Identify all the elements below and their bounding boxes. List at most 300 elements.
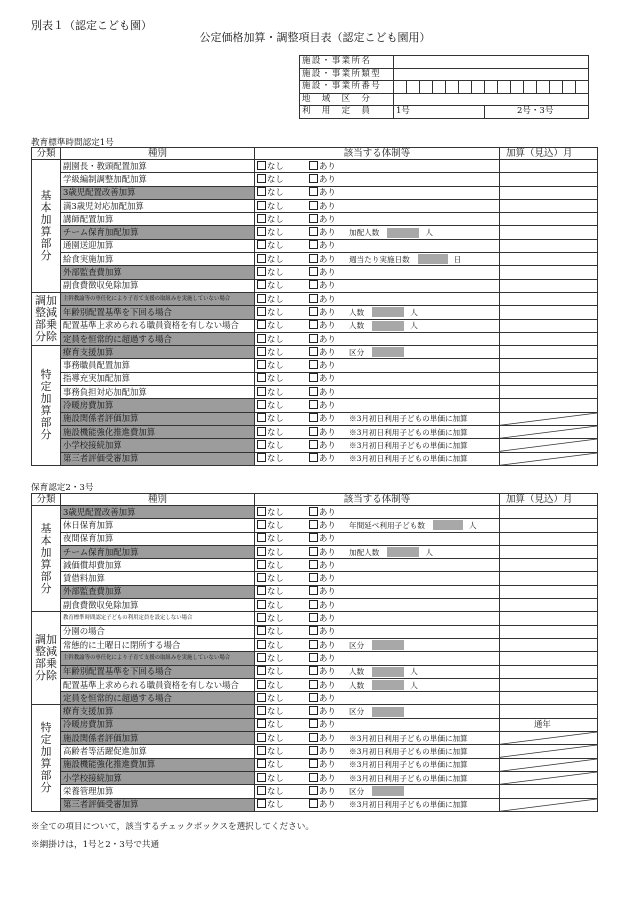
value-input[interactable] <box>387 547 419 557</box>
checkbox-yes[interactable] <box>309 254 349 265</box>
checkbox-none[interactable] <box>257 560 309 571</box>
checkbox-yes[interactable] <box>309 227 349 238</box>
facility-number-digit[interactable] <box>446 81 459 94</box>
amount-cell[interactable] <box>500 399 598 412</box>
checkbox-yes[interactable] <box>309 547 349 558</box>
checkbox-yes[interactable] <box>309 799 349 810</box>
section2-title: 保育認定2・3号 <box>31 483 94 493</box>
checkbox-none[interactable] <box>257 759 309 770</box>
checkbox-icon[interactable] <box>309 786 318 795</box>
checkbox-yes[interactable] <box>309 719 349 730</box>
checkbox-yes[interactable] <box>309 653 349 664</box>
checkbox-none[interactable] <box>257 507 309 518</box>
checkbox-yes[interactable] <box>309 334 349 345</box>
value-input[interactable] <box>418 254 448 264</box>
checkbox-none[interactable] <box>257 719 309 730</box>
amount-cell[interactable] <box>500 253 598 266</box>
amount-cell[interactable] <box>500 665 598 678</box>
status-cell <box>255 665 500 678</box>
checkbox-yes[interactable] <box>309 533 349 544</box>
amount-cell[interactable] <box>500 279 598 292</box>
checkbox-icon[interactable] <box>257 666 266 675</box>
checkbox-yes[interactable] <box>309 586 349 597</box>
value-input[interactable] <box>372 667 404 677</box>
amount-cell[interactable] <box>500 705 598 718</box>
value-input[interactable] <box>372 786 404 796</box>
checkbox-yes[interactable] <box>309 507 349 518</box>
checkbox-icon[interactable] <box>257 573 266 582</box>
info-label: 利 用 定 員 <box>300 106 394 119</box>
checkbox-icon[interactable] <box>309 773 318 782</box>
checkbox-icon[interactable] <box>257 453 266 462</box>
checkbox-none[interactable] <box>257 387 309 398</box>
checkbox-yes[interactable] <box>309 161 349 172</box>
checkbox-icon[interactable] <box>309 746 318 755</box>
checkbox-yes[interactable] <box>309 573 349 584</box>
item-name: 減価償却費加算 <box>61 559 255 572</box>
value-input[interactable] <box>433 520 463 530</box>
checkbox-icon[interactable] <box>309 560 318 569</box>
checkbox-icon[interactable] <box>309 653 318 662</box>
facility-number-digit[interactable] <box>485 81 498 94</box>
checkbox-yes[interactable] <box>309 201 349 212</box>
facility-number-digit[interactable] <box>472 81 485 94</box>
checkbox-yes[interactable] <box>309 187 349 198</box>
facility-number-digit[interactable] <box>563 81 576 94</box>
checkbox-none[interactable] <box>257 586 309 597</box>
checkbox-icon[interactable] <box>309 719 318 728</box>
checkbox-none[interactable] <box>257 400 309 411</box>
checkbox-yes[interactable] <box>309 413 349 424</box>
checkbox-icon[interactable] <box>309 400 318 409</box>
checkbox-icon[interactable] <box>257 706 266 715</box>
amount-cell <box>500 732 598 745</box>
checkbox-icon[interactable] <box>257 693 266 702</box>
amount-cell[interactable] <box>500 506 598 519</box>
checkbox-icon[interactable] <box>309 413 318 422</box>
checkbox-yes[interactable] <box>309 640 349 651</box>
checkbox-icon[interactable] <box>257 613 266 622</box>
checkbox-icon[interactable] <box>257 201 266 210</box>
capacity-2-3-field[interactable]: 2号・3号 <box>485 106 589 119</box>
checkbox-icon[interactable] <box>257 786 266 795</box>
value-input[interactable] <box>372 347 404 357</box>
table-row <box>32 771 598 784</box>
checkbox-icon[interactable] <box>309 294 318 303</box>
amount-cell[interactable] <box>500 386 598 399</box>
checkbox-none[interactable] <box>257 440 309 451</box>
facility-number-digit[interactable] <box>550 81 563 94</box>
checkbox-yes[interactable] <box>309 440 349 451</box>
checkbox-icon[interactable] <box>257 294 266 303</box>
checkbox-none-label: なし <box>267 626 284 637</box>
checkbox-icon[interactable] <box>257 799 266 808</box>
table-row <box>32 412 598 425</box>
status-cell <box>255 239 500 252</box>
amount-cell[interactable] <box>500 346 598 359</box>
value-input[interactable] <box>372 707 404 717</box>
amount-cell[interactable] <box>500 612 598 625</box>
checkbox-none-label: なし <box>267 439 284 450</box>
facility-number-digit[interactable] <box>537 81 550 94</box>
amount-cell[interactable] <box>500 692 598 705</box>
checkbox-icon[interactable] <box>309 360 318 369</box>
checkbox-icon[interactable] <box>257 360 266 369</box>
checkbox-none[interactable] <box>257 706 309 717</box>
checkbox-yes[interactable] <box>309 294 349 305</box>
amount-cell[interactable] <box>500 545 598 558</box>
checkbox-icon[interactable] <box>309 254 318 263</box>
checkbox-none[interactable] <box>257 307 309 318</box>
checkbox-yes[interactable] <box>309 174 349 185</box>
checkbox-icon[interactable] <box>257 227 266 236</box>
checkbox-yes[interactable] <box>309 427 349 438</box>
amount-cell[interactable] <box>500 652 598 665</box>
checkbox-icon[interactable] <box>257 733 266 742</box>
amount-cell[interactable] <box>500 306 598 319</box>
checkbox-yes-label: あり <box>319 227 336 238</box>
amount-cell[interactable] <box>500 532 598 545</box>
checkbox-icon[interactable] <box>257 586 266 595</box>
checkbox-icon[interactable] <box>257 334 266 343</box>
diagonal-strike <box>500 439 597 451</box>
facility-number-digit[interactable] <box>511 81 524 94</box>
checkbox-icon[interactable] <box>309 240 318 249</box>
checkbox-icon[interactable] <box>257 520 266 529</box>
checkbox-yes[interactable] <box>309 307 349 318</box>
item-name: 外部監査費加算 <box>61 266 255 279</box>
checkbox-yes-label: あり <box>319 772 336 783</box>
checkbox-icon[interactable] <box>309 666 318 675</box>
info-row <box>300 81 589 94</box>
checkbox-yes[interactable] <box>309 786 349 797</box>
checkbox-icon[interactable] <box>309 759 318 768</box>
checkbox-icon[interactable] <box>309 613 318 622</box>
checkbox-yes[interactable] <box>309 746 349 757</box>
status-cell <box>255 439 500 452</box>
checkbox-yes[interactable] <box>309 666 349 677</box>
checkbox-none[interactable] <box>257 267 309 278</box>
facility-number-digit[interactable] <box>576 81 589 94</box>
facility-number-digit[interactable] <box>407 81 420 94</box>
checkbox-icon[interactable] <box>309 347 318 356</box>
column-header: 加算（見込）月 <box>500 494 598 506</box>
note-select-checkboxes: ※全ての項目について，該当するチェックボックスを選択してください。 <box>31 822 314 832</box>
checkbox-icon[interactable] <box>257 187 266 196</box>
checkbox-none[interactable] <box>257 187 309 198</box>
checkbox-icon[interactable] <box>309 586 318 595</box>
checkbox-icon[interactable] <box>309 307 318 316</box>
status-cell <box>255 160 500 173</box>
value-input[interactable] <box>372 680 404 690</box>
checkbox-yes[interactable] <box>309 240 349 251</box>
amount-cell[interactable] <box>500 559 598 572</box>
amount-cell[interactable] <box>500 599 598 612</box>
checkbox-none[interactable] <box>257 161 309 172</box>
checkbox-icon[interactable] <box>257 161 266 170</box>
checkbox-yes-label: あり <box>319 626 336 637</box>
checkbox-icon[interactable] <box>257 400 266 409</box>
checkbox-icon[interactable] <box>309 373 318 382</box>
checkbox-none-label: なし <box>267 652 284 663</box>
amount-cell[interactable] <box>500 678 598 691</box>
checkbox-none[interactable] <box>257 334 309 345</box>
checkbox-icon[interactable] <box>257 600 266 609</box>
checkbox-none[interactable] <box>257 254 309 265</box>
facility-number-digit[interactable] <box>420 81 433 94</box>
checkbox-icon[interactable] <box>309 547 318 556</box>
checkbox-icon[interactable] <box>309 799 318 808</box>
extra-label: 人数 <box>349 667 365 677</box>
checkbox-icon[interactable] <box>309 626 318 635</box>
checkbox-yes[interactable] <box>309 320 349 331</box>
info-value-field[interactable] <box>394 93 589 106</box>
item-name: 施設関係者評価加算 <box>61 412 255 425</box>
facility-number-digit[interactable] <box>433 81 446 94</box>
checkbox-none[interactable] <box>257 174 309 185</box>
checkbox-yes[interactable] <box>309 347 349 358</box>
amount-cell[interactable] <box>500 186 598 199</box>
checkbox-yes-label: あり <box>319 426 336 437</box>
amount-cell[interactable] <box>500 372 598 385</box>
value-input[interactable] <box>372 321 404 331</box>
amount-cell[interactable] <box>500 173 598 186</box>
checkbox-icon[interactable] <box>257 653 266 662</box>
checkbox-yes[interactable] <box>309 387 349 398</box>
status-cell <box>255 785 500 798</box>
checkbox-none[interactable] <box>257 413 309 424</box>
item-name: チーム保育加配加算 <box>61 545 255 558</box>
checkbox-icon[interactable] <box>309 600 318 609</box>
checkbox-icon[interactable] <box>257 347 266 356</box>
checkbox-icon[interactable] <box>257 719 266 728</box>
checkbox-icon[interactable] <box>309 161 318 170</box>
checkbox-icon[interactable] <box>257 280 266 289</box>
checkbox-icon[interactable] <box>309 227 318 236</box>
status-cell <box>255 692 500 705</box>
checkbox-icon[interactable] <box>309 706 318 715</box>
checkbox-yes[interactable] <box>309 400 349 411</box>
checkbox-none[interactable] <box>257 733 309 744</box>
checkbox-yes[interactable] <box>309 520 349 531</box>
checkbox-icon[interactable] <box>309 214 318 223</box>
checkbox-icon[interactable] <box>257 214 266 223</box>
amount-cell[interactable] <box>500 718 598 731</box>
amount-cell[interactable] <box>500 292 598 305</box>
checkbox-none[interactable] <box>257 373 309 384</box>
checkbox-icon[interactable] <box>257 533 266 542</box>
amount-cell[interactable] <box>500 160 598 173</box>
checkbox-none[interactable] <box>257 600 309 611</box>
item-name: 講師配置加算 <box>61 213 255 226</box>
checkbox-yes-label: あり <box>319 306 336 317</box>
checkbox-icon[interactable] <box>257 773 266 782</box>
checkbox-icon[interactable] <box>257 174 266 183</box>
checkbox-yes-label: あり <box>319 360 336 371</box>
amount-cell[interactable] <box>500 266 598 279</box>
checkbox-icon[interactable] <box>309 280 318 289</box>
capacity-1-field[interactable]: 1号 <box>394 106 485 119</box>
checkbox-icon[interactable] <box>309 201 318 210</box>
checkbox-icon[interactable] <box>257 267 266 276</box>
checkbox-none[interactable] <box>257 227 309 238</box>
checkbox-none[interactable] <box>257 280 309 291</box>
extra-label: 区分 <box>349 786 365 796</box>
checkbox-none[interactable] <box>257 294 309 305</box>
checkbox-icon[interactable] <box>257 507 266 516</box>
checkbox-none[interactable] <box>257 640 309 651</box>
checkbox-icon[interactable] <box>309 507 318 516</box>
amount-cell[interactable] <box>500 359 598 372</box>
checkbox-yes[interactable] <box>309 680 349 691</box>
checkbox-yes[interactable] <box>309 693 349 704</box>
checkbox-yes-label: あり <box>319 413 336 424</box>
amount-cell[interactable] <box>500 519 598 532</box>
amount-cell[interactable] <box>500 199 598 212</box>
checkbox-icon[interactable] <box>257 320 266 329</box>
checkbox-none-label: なし <box>267 320 284 331</box>
checkbox-icon[interactable] <box>257 373 266 382</box>
amount-cell[interactable] <box>500 332 598 345</box>
checkbox-none[interactable] <box>257 547 309 558</box>
table-row <box>32 745 598 758</box>
checkbox-yes[interactable] <box>309 360 349 371</box>
checkbox-none-label: なし <box>267 173 284 184</box>
checkbox-none[interactable] <box>257 573 309 584</box>
checkbox-none[interactable] <box>257 453 309 464</box>
checkbox-icon[interactable] <box>257 640 266 649</box>
checkbox-none[interactable] <box>257 360 309 371</box>
value-input[interactable] <box>372 307 404 317</box>
checkbox-icon[interactable] <box>309 440 318 449</box>
checkbox-icon[interactable] <box>309 533 318 542</box>
checkbox-none[interactable] <box>257 626 309 637</box>
checkbox-icon[interactable] <box>257 626 266 635</box>
category-label: 特 定 加 算 部 分 <box>32 346 61 466</box>
table-header-row <box>32 148 598 160</box>
checkbox-none[interactable] <box>257 320 309 331</box>
checkbox-icon[interactable] <box>309 693 318 702</box>
value-input[interactable] <box>372 640 404 650</box>
checkbox-icon[interactable] <box>257 387 266 396</box>
checkbox-none[interactable] <box>257 666 309 677</box>
checkbox-icon[interactable] <box>309 267 318 276</box>
page-top-label: 別表１（認定こども園） <box>31 19 152 32</box>
checkbox-none[interactable] <box>257 746 309 757</box>
checkbox-yes[interactable] <box>309 613 349 624</box>
amount-cell[interactable] <box>500 319 598 332</box>
checkbox-none[interactable] <box>257 693 309 704</box>
facility-number-digit[interactable] <box>394 81 407 94</box>
checkbox-none[interactable] <box>257 653 309 664</box>
checkbox-none[interactable] <box>257 240 309 251</box>
checkbox-icon[interactable] <box>309 733 318 742</box>
checkbox-icon[interactable] <box>309 387 318 396</box>
info-value-field[interactable] <box>394 68 589 81</box>
checkbox-none-label: なし <box>267 413 284 424</box>
checkbox-icon[interactable] <box>257 547 266 556</box>
checkbox-yes[interactable] <box>309 560 349 571</box>
column-header: 分類 <box>32 148 61 160</box>
checkbox-none[interactable] <box>257 533 309 544</box>
checkbox-icon[interactable] <box>257 413 266 422</box>
checkbox-icon[interactable] <box>309 320 318 329</box>
checkbox-icon[interactable] <box>257 440 266 449</box>
info-value-field[interactable] <box>394 56 589 69</box>
checkbox-icon[interactable] <box>309 520 318 529</box>
checkbox-none[interactable] <box>257 680 309 691</box>
checkbox-none[interactable] <box>257 773 309 784</box>
checkbox-icon[interactable] <box>309 640 318 649</box>
checkbox-icon[interactable] <box>257 427 266 436</box>
checkbox-icon[interactable] <box>309 573 318 582</box>
checkbox-icon[interactable] <box>309 427 318 436</box>
checkbox-yes[interactable] <box>309 733 349 744</box>
checkbox-icon[interactable] <box>257 254 266 263</box>
checkbox-yes[interactable] <box>309 373 349 384</box>
checkbox-icon[interactable] <box>309 334 318 343</box>
table-row <box>32 718 598 731</box>
checkbox-icon[interactable] <box>257 680 266 689</box>
value-input[interactable] <box>387 228 419 238</box>
amount-cell[interactable] <box>500 239 598 252</box>
checkbox-yes[interactable] <box>309 759 349 770</box>
checkbox-yes[interactable] <box>309 453 349 464</box>
table-row <box>32 705 598 718</box>
checkbox-icon[interactable] <box>257 240 266 249</box>
checkbox-icon[interactable] <box>309 453 318 462</box>
amount-cell[interactable] <box>500 213 598 226</box>
checkbox-none[interactable] <box>257 347 309 358</box>
checkbox-none[interactable] <box>257 799 309 810</box>
checkbox-yes[interactable] <box>309 267 349 278</box>
amount-cell[interactable] <box>500 572 598 585</box>
facility-number-digit[interactable] <box>459 81 472 94</box>
checkbox-none[interactable] <box>257 427 309 438</box>
checkbox-yes[interactable] <box>309 773 349 784</box>
checkbox-icon[interactable] <box>257 759 266 768</box>
checkbox-none[interactable] <box>257 786 309 797</box>
checkbox-icon[interactable] <box>257 560 266 569</box>
checkbox-none[interactable] <box>257 214 309 225</box>
table-row <box>32 678 598 691</box>
checkbox-yes-label: あり <box>319 187 336 198</box>
table-row <box>32 732 598 745</box>
checkbox-yes[interactable] <box>309 600 349 611</box>
checkbox-icon[interactable] <box>309 187 318 196</box>
item-name: 通園送迎加算 <box>61 239 255 252</box>
amount-cell[interactable] <box>500 638 598 651</box>
checkbox-yes[interactable] <box>309 214 349 225</box>
amount-cell[interactable] <box>500 585 598 598</box>
amount-cell[interactable] <box>500 226 598 239</box>
amount-cell[interactable] <box>500 625 598 638</box>
checkbox-icon[interactable] <box>309 174 318 183</box>
checkbox-icon[interactable] <box>257 746 266 755</box>
checkbox-none[interactable] <box>257 520 309 531</box>
checkbox-yes[interactable] <box>309 280 349 291</box>
item-name: 休日保育加算 <box>61 519 255 532</box>
checkbox-icon[interactable] <box>257 307 266 316</box>
checkbox-yes[interactable] <box>309 626 349 637</box>
checkbox-icon[interactable] <box>309 680 318 689</box>
checkbox-none[interactable] <box>257 613 309 624</box>
checkbox-none[interactable] <box>257 201 309 212</box>
facility-number-digit[interactable] <box>498 81 511 94</box>
amount-cell[interactable] <box>500 785 598 798</box>
facility-number-digit[interactable] <box>524 81 537 94</box>
checkbox-yes[interactable] <box>309 706 349 717</box>
